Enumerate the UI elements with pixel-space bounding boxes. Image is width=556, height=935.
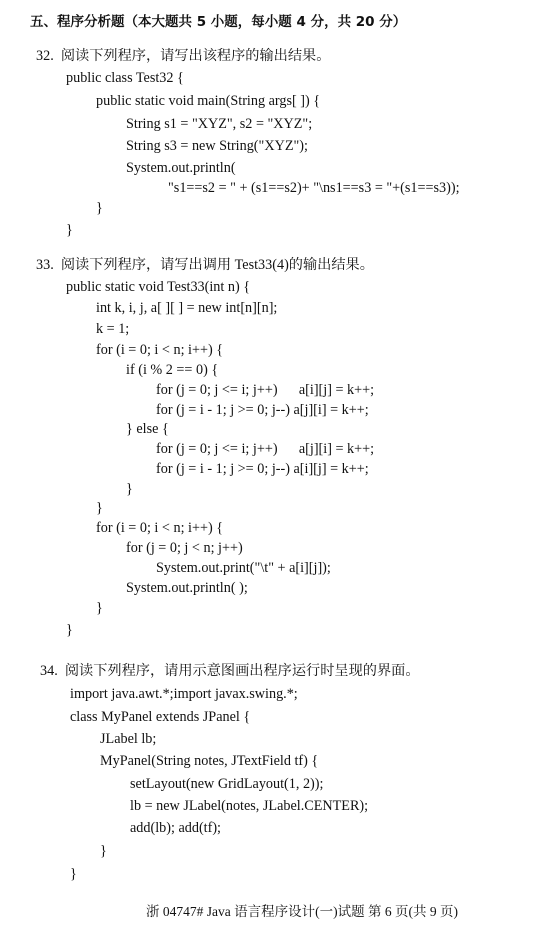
q32-code-line: String s1 = "XYZ", s2 = "XYZ"; bbox=[126, 116, 313, 132]
q34-code-line: setLayout(new GridLayout(1, 2)); bbox=[130, 776, 324, 792]
q33-title: 33. 阅读下列程序，请写出调用 Test33(4)的输出结果。 bbox=[36, 257, 374, 273]
q33-code-line: System.out.print("\t" + a[i][j]); bbox=[156, 560, 331, 576]
q34-title: 34. 阅读下列程序，请用示意图画出程序运行时呈现的界面。 bbox=[40, 663, 420, 679]
q33-code-line: } bbox=[96, 600, 103, 616]
q34-code-line: JLabel lb; bbox=[100, 731, 157, 747]
q33-code-line: System.out.println( ); bbox=[126, 580, 248, 596]
q33-code-line: for (j = i - 1; j >= 0; j--) a[j][i] = k++; bbox=[156, 402, 369, 418]
q34-code-line: import java.awt.*;import javax.swing.*; bbox=[70, 686, 298, 702]
q32-code-line: "s1==s2 = " + (s1==s2)+ "\ns1==s3 = "+(s1==s3)); bbox=[168, 180, 460, 196]
page-footer: 浙 04747# Java 语言程序设计(一)试题 第 6 页(共 9 页) bbox=[146, 904, 458, 919]
q33-code-line: } bbox=[66, 622, 73, 638]
q32-code-line: public class Test32 { bbox=[66, 70, 184, 86]
q33-code-line: if (i % 2 == 0) { bbox=[126, 362, 219, 378]
q32-code-line: System.out.println( bbox=[126, 160, 236, 176]
q34-code-line: } bbox=[70, 866, 77, 882]
q32-code-line: } bbox=[96, 200, 103, 216]
q34-code-line: lb = new JLabel(notes, JLabel.CENTER); bbox=[130, 798, 369, 814]
q34-code-line: class MyPanel extends JPanel { bbox=[70, 709, 251, 725]
q32-code-line: } bbox=[66, 222, 73, 238]
q33-code-line: public static void Test33(int n) { bbox=[66, 279, 251, 295]
q33-code-line: for (j = 0; j <= i; j++) a[j][i] = k++; bbox=[156, 441, 375, 457]
q33-code-line: for (i = 0; i < n; i++) { bbox=[96, 342, 224, 358]
q33-code-line: for (j = 0; j < n; j++) bbox=[126, 540, 243, 556]
q33-code-line: } bbox=[96, 500, 103, 516]
q33-code-line: } else { bbox=[126, 421, 169, 437]
q32-title: 32. 阅读下列程序，请写出该程序的输出结果。 bbox=[36, 48, 331, 64]
section-heading: 五、程序分析题（本大题共 5 小题，每小题 4 分，共 20 分） bbox=[30, 14, 407, 30]
q34-code-line: MyPanel(String notes, JTextField tf) { bbox=[100, 753, 319, 769]
q32-code-line: String s3 = new String("XYZ"); bbox=[126, 138, 308, 154]
q33-code-line: for (j = 0; j <= i; j++) a[i][j] = k++; bbox=[156, 382, 375, 398]
q33-code-line: k = 1; bbox=[96, 321, 130, 337]
q33-code-line: for (i = 0; i < n; i++) { bbox=[96, 520, 224, 536]
q34-code-line: add(lb); add(tf); bbox=[130, 820, 221, 836]
q34-code-line: } bbox=[100, 843, 107, 859]
q33-code-line: for (j = i - 1; j >= 0; j--) a[i][j] = k++; bbox=[156, 461, 369, 477]
q33-code-line: } bbox=[126, 481, 133, 497]
q33-code-line: int k, i, j, a[ ][ ] = new int[n][n]; bbox=[96, 300, 278, 316]
q32-code-line: public static void main(String args[ ]) { bbox=[96, 93, 321, 109]
